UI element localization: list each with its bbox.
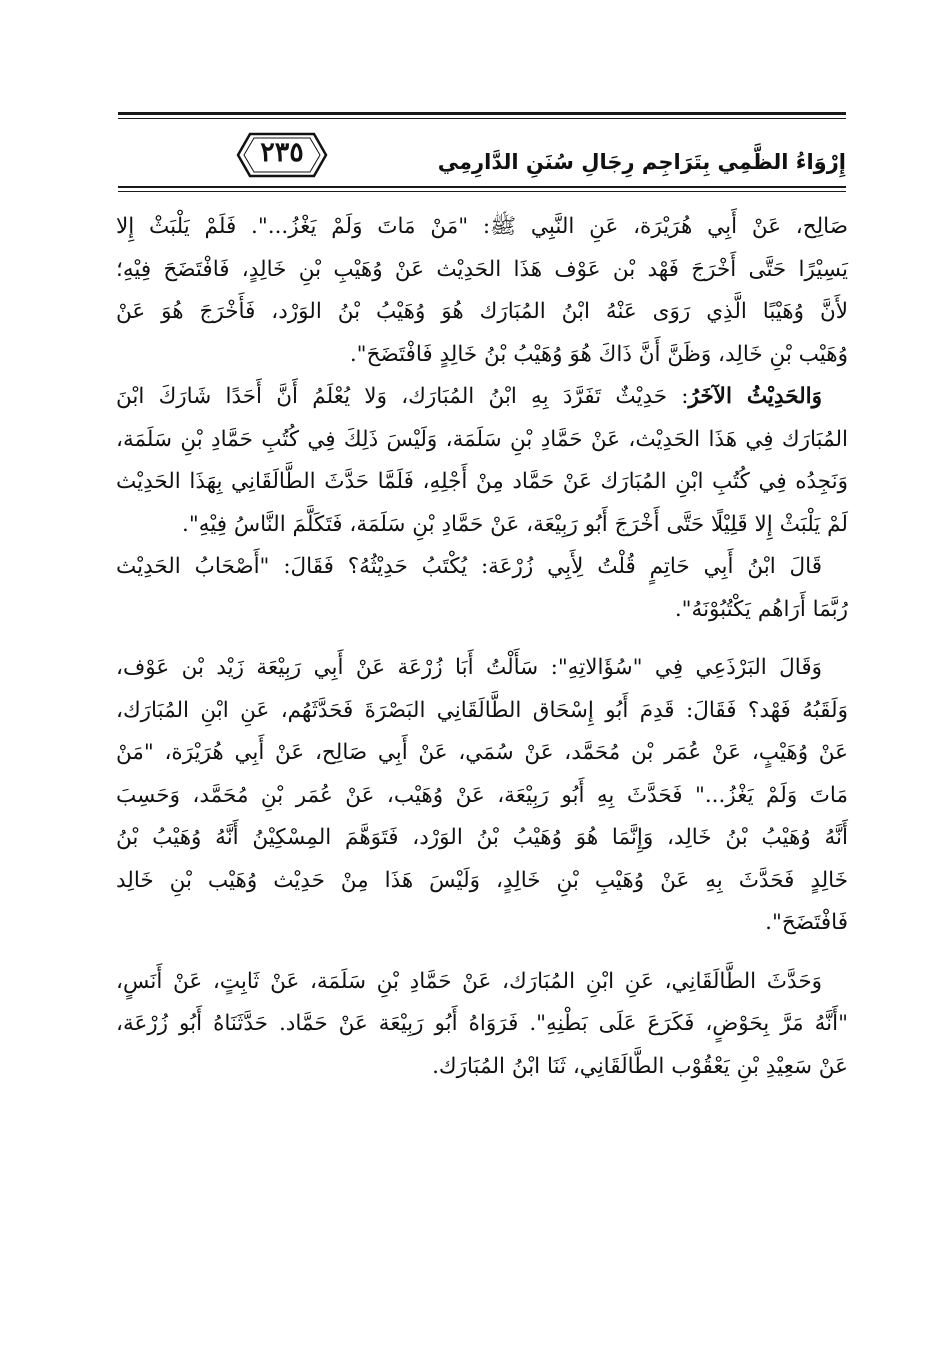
text-line: "أَنَّهُ مَرَّ بِحَوْضٍ، فَكَرَعَ عَلَى بَطْنِهِ". فَرَوَاهُ أَبُو رَبِيْعَة عَنْ حَمَّاد. حَدَّثَنَاهُ أَبُو زُرْعَة، <box>116 1011 848 1036</box>
page-number: ٢٣٥ <box>260 137 304 168</box>
page-body <box>116 206 848 1088</box>
lead-heading: وَالحَدِيْثُ الآخَرُ <box>688 384 822 409</box>
text-line: وَلَقَبُهُ فَهْد؟ فَقَالَ: قَدِمَ أَبُو إِسْحَاق الطَّالَقَانِي البَصْرَةَ فَحَدَّثَهُم، عَنِ ابْنِ المُبَارَك، <box>116 697 848 723</box>
header-top-rule <box>118 112 846 115</box>
paragraph-5 <box>116 961 848 1089</box>
text-line: وَقَالَ البَرْذَعِي فِي "سُؤَالاتِهِ": سَأَلْتُ أَبَا زُرْعَة عَنْ أَبِي رَبِيْعَة زَيْد بْن عَوْف، <box>116 655 822 680</box>
paragraph-3 <box>116 546 848 631</box>
header-bottom-rule-thin <box>118 191 846 192</box>
text-line: صَالِح، عَنْ أَبِي هُرَيْرَة، عَنِ النَّبِي ﷺ: "مَنْ مَاتَ وَلَمْ يَغْزُ...". فَلَمْ يَلْبَثْ إِلا <box>116 214 848 239</box>
text-line: أَنَّهُ وُهَيْبُ بْنُ خَالِد، وَإِنَّمَا هُوَ وُهَيْبُ بْنُ الوَرْد، فَتَوَهَّمَ المِسْكِيْنُ أَنَّهُ وُهَيْبُ بْنُ <box>116 825 848 850</box>
text-line: قَالَ ابْنُ أَبِي حَاتِمٍ قُلْتُ لِأَبِي زُرْعَة: يُكْتَبُ حَدِيْثُهُ؟ فَقَالَ: "أَصْحَابُ الحَدِيْث <box>116 554 822 579</box>
text-line: لأَنَّ وُهَيْبًا الَّذِي رَوَى عَنْهُ ابْنُ المُبَارَك هُوَ وُهَيْبُ بْنُ الوَرْد، فَأَخْرَجَ هُوَ عَنْ <box>116 299 848 324</box>
text-line: وَالحَدِيْثُ الآخَرُ: حَدِيْثٌ تَفَرَّدَ بِهِ ابْنُ المُبَارَك، وَلا يُعْلَمُ أَنَّ أَحَدًا شَارَكَ ابْنَ <box>116 384 822 409</box>
page-header <box>118 112 846 198</box>
text-line: خَالِدٍ فَحَدَّثَ بِهِ عَنْ وُهَيْبِ بْنِ خَالِدٍ، وَلَيْسَ هَذَا مِنْ حَدِيْث وُهَيْب بْنِ خَالِد <box>116 867 848 893</box>
text-line: فَافْتَضَحَ". <box>765 910 848 935</box>
page-number-badge <box>236 130 328 180</box>
text-line: لَمْ يَلْبَثْ إِلا قَلِيْلًا حَتَّى أَخْرَجَ أَبُو رَبِيْعَة، عَنْ حَمَّادِ بْنِ سَلَمَة، فَتَكَلَّمَ النَّاسُ فِيْهِ". <box>182 511 848 537</box>
text-line: مَاتَ وَلَمْ يَغْزُ..." فَحَدَّثَ بِهِ أَبُو رَبِيْعَة، عَنْ وُهَيْب، عَنْ عُمَر بْنِ مُحَمَّد، وَحَسِبَ <box>116 782 848 808</box>
text-line: وَحَدَّثَ الطَّالَقَانِي، عَنِ ابْنِ المُبَارَك، عَنْ حَمَّادِ بْنِ سَلَمَة، عَنْ ثَابِتٍ، عَنْ أَنَسٍ، <box>116 968 822 994</box>
header-bottom-rule <box>118 186 846 188</box>
text-line: يَسِيْرًا حَتَّى أَخْرَجَ فَهْد بْن عَوْف هَذَا الحَدِيْث عَنْ وُهَيْبِ بْنِ خَالِدٍ، فَافْتَضَحَ فِيْهِ؛ <box>116 256 848 282</box>
text-line: وُهَيْب بْنِ خَالِد، وَظَنَّ أَنَّ ذَاكَ هُوَ وُهَيْبُ بْنُ خَالِدٍ فَافْتَضَحَ". <box>349 341 848 367</box>
paragraph-2 <box>116 376 848 546</box>
text-line: عَنْ وُهَيْبٍ، عَنْ عُمَر بْن مُحَمَّد، عَنْ سُمَي، عَنْ أَبِي صَالِح، عَنْ أَبِي هُرَيْرَة، "مَنْ <box>116 740 848 765</box>
paragraph-1 <box>116 206 848 376</box>
header-top-rule-thin <box>118 118 846 119</box>
text-line: عَنْ سَعِيْدِ بْنِ يَعْقُوْب الطَّالَقَانِي، ثَنَا ابْنُ المُبَارَك. <box>432 1053 848 1079</box>
book-title: إِرْوَاءُ الظَّمِي بِتَرَاجِم رِجَالِ سُنَنِ الدَّارِمِي <box>437 150 846 174</box>
text-line: وَنَجِدُه فِي كُتُبِ ابْنِ المُبَارَك عَنْ حَمَّاد مِنْ أَجْلِهِ، فَلَمَّا حَدَّثَ الطَّالَقَانِي بِهَذَا الحَدِيْث <box>116 469 848 494</box>
text-line: المُبَارَك فِي هَذَا الحَدِيْث، عَنْ حَمَّادِ بْنِ سَلَمَة، وَلَيْسَ ذَلِكَ فِي كُتُبِ حَمَّادِ بْنِ سَلَمَة، <box>116 426 848 452</box>
text-line: رُبَّمَا أَرَاهُم يَكْتُبُوْنَهُ". <box>674 596 848 622</box>
paragraph-4 <box>116 647 848 945</box>
